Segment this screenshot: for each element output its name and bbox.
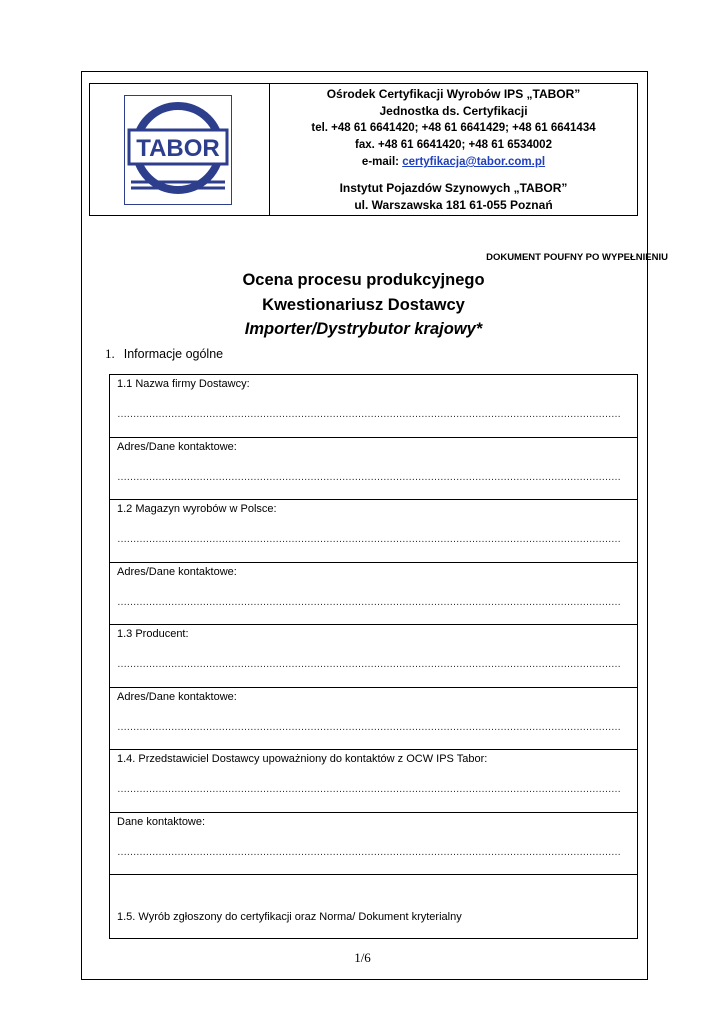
institute-name: Instytut Pojazdów Szynowych „TABOR” (339, 181, 568, 195)
form-row-representative-contact (110, 813, 637, 875)
form-row-producer-address (110, 688, 637, 750)
section-heading (105, 346, 223, 362)
title-line-3: Importer/Dystrybutor krajowy* (244, 320, 483, 338)
form-row-product-standard (110, 875, 637, 938)
form-label: Dane kontaktowe: (117, 816, 206, 828)
form-fill-line[interactable]: …………………………………………………………………………………………………………………………………………… (117, 534, 621, 545)
form-label: 1.1 Nazwa firmy Dostawcy: (117, 378, 250, 390)
section-title: Informacje ogólne (123, 347, 224, 361)
form-row-representative (110, 750, 637, 813)
institute-address: ul. Warszawska 181 61-055 Poznań (354, 198, 553, 212)
fax-line: fax. +48 61 6641420; +48 61 6534002 (355, 139, 552, 151)
logo-cell (90, 84, 270, 215)
form-fill-line[interactable]: …………………………………………………………………………………………………………………………………………… (117, 472, 621, 483)
form-label: Adres/Dane kontaktowe: (117, 441, 237, 453)
form-fill-line[interactable]: …………………………………………………………………………………………………………………………………………… (117, 784, 621, 795)
form-row-warehouse-address (110, 563, 637, 625)
page-number: 1/6 (354, 950, 371, 965)
form-row-producer (110, 625, 637, 688)
form-label: 1.2 Magazyn wyrobów w Polsce: (117, 503, 277, 515)
form-fill-line[interactable]: …………………………………………………………………………………………………………………………………………… (117, 847, 621, 858)
center-name: Ośrodek Certyfikacji Wyrobów IPS „TABOR” (326, 87, 581, 101)
unit-name: Jednostka ds. Certyfikacji (379, 104, 528, 118)
form-row-company-name (110, 375, 637, 438)
email-link[interactable]: certyfikacja@tabor.com.pl (402, 156, 546, 168)
logo-text: TABOR (136, 135, 220, 162)
section-number: 1. (105, 346, 115, 361)
form-label: Adres/Dane kontaktowe: (117, 691, 237, 703)
form-label: 1.5. Wyrób zgłoszony do certyfikacji oraz Norma/ Dokument kryterialny (117, 911, 462, 923)
email-label: e-mail: (361, 156, 403, 168)
form-fill-line[interactable]: …………………………………………………………………………………………………………………………………………… (117, 659, 621, 670)
phone-line: tel. +48 61 6641420; +48 61 6641429; +48 61 6641434 (311, 122, 596, 134)
tabor-logo-graphic (125, 96, 231, 204)
form-fill-line[interactable]: …………………………………………………………………………………………………………………………………………… (117, 597, 621, 608)
form-fill-line[interactable]: …………………………………………………………………………………………………………………………………………… (117, 722, 621, 733)
title-line-2: Kwestionariusz Dostawcy (262, 296, 465, 314)
general-info-form (109, 374, 638, 939)
form-label: 1.3 Producent: (117, 628, 189, 640)
title-line-1: Ocena procesu produkcyjnego (242, 271, 485, 289)
institution-info (270, 84, 637, 215)
confidential-notice: DOKUMENT POUFNY PO WYPEŁNIENIU (486, 252, 668, 263)
letterhead (89, 83, 638, 216)
form-row-warehouse (110, 500, 637, 563)
tabor-logo (124, 95, 232, 205)
form-row-company-address (110, 438, 637, 500)
email-line (270, 154, 637, 171)
form-fill-line[interactable]: …………………………………………………………………………………………………………………………………………… (117, 409, 621, 420)
form-label: 1.4. Przedstawiciel Dostawcy upoważniony do kontaktów z OCW IPS Tabor: (117, 753, 488, 765)
form-label: Adres/Dane kontaktowe: (117, 566, 237, 578)
